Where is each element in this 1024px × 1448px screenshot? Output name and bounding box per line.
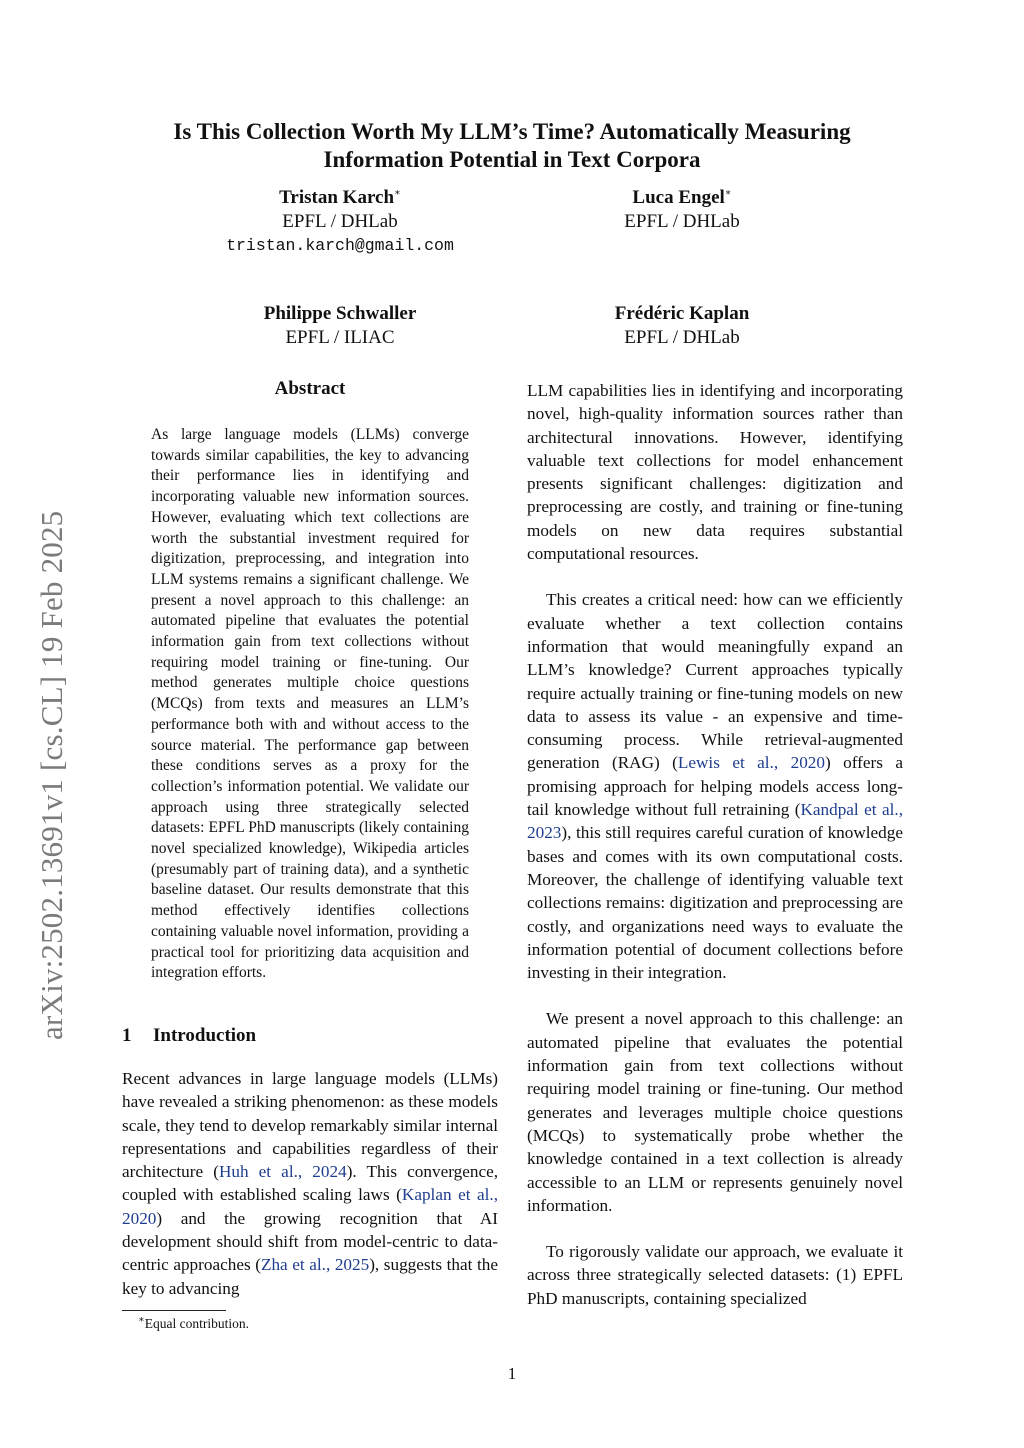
paragraph-critical-need	[527, 588, 903, 984]
text-span: ) and the growing recognition that AI development should shift from model-centric to data-centric approaches (	[122, 1208, 498, 1275]
section-title: Introduction	[153, 1025, 257, 1046]
equal-contribution-mark: ∗	[724, 187, 732, 199]
section-number: 1	[122, 1025, 132, 1046]
paragraph-continuation: LLM capabilities lies in identifying and incorporating novel, high-quality information sources rather than architectural innovations. However, identifying valuable text collections for model enhancement presents significant challenges: digitization and preprocessing are costly, and training or fine-tuning models on new data requires substantial computational resources.	[527, 381, 903, 564]
paper-title	[100, 118, 924, 174]
paragraph-validation: To rigorously validate our approach, we evaluate it across three strategically selected datasets: (1) EPFL PhD manuscripts, containing specialized	[527, 1242, 903, 1308]
text-span: ) offers a promising approach for helping models access long-tail knowledge without full retraining (	[527, 753, 904, 820]
citation-link[interactable]: Kandpal et al., 2023	[527, 800, 903, 843]
right-column-text	[527, 379, 903, 1310]
section-heading-introduction	[122, 1025, 256, 1047]
abstract-text: As large language models (LLMs) converge towards similar capabilities, the key to advancing their performance lies in identifying and incorporating valuable new information sources. However, evaluating which text collections are worth the substantial investment required for digitization, preprocessing, and integration into LLM systems remains a significant challenge. We present a novel approach to this challenge: an automated pipeline that evaluates the potential information gain from text collections without requiring model training or fine-tuning. Our method generates multiple choice questions (MCQs) from texts and measures an LLM’s performance both with and without access to the source material. The performance gap between these conditions serves as a proxy for the collection’s information potential. We validate our approach using three strategically selected datasets: EPFL PhD manuscripts (likely containing novel specialized knowledge), Wikipedia articles (presumably part of training data), and a synthetic baseline dataset. Our results demonstrate that this method effectively identifies collections containing valuable novel information, providing a practical tool for prioritizing data acquisition and integration efforts.	[151, 426, 469, 982]
intro-paragraph-1	[122, 1067, 498, 1300]
page-number: 1	[507, 1364, 517, 1383]
author-name: Luca Engel	[632, 187, 725, 208]
citation-link[interactable]: Zha et al., 2025	[260, 1255, 370, 1275]
author-name: Philippe Schwaller	[263, 303, 417, 324]
author-name: Frédéric Kaplan	[614, 303, 750, 324]
author-affiliation: EPFL / DHLab	[624, 327, 740, 348]
introduction-left-column	[122, 1067, 498, 1300]
text-span: Recent advances in large language models (LLMs) have revealed a striking phenomenon: as these models scale, they tend to develop remarkably similar internal representations and capabilities regardless of their architecture (	[122, 1069, 498, 1182]
title-line-2: Information Potential in Text Corpora	[323, 147, 701, 172]
text-span: ). This convergence, coupled with established scaling laws (	[122, 1162, 499, 1205]
author-block-engel	[532, 186, 832, 234]
text-span: ), suggests that the key to advancing	[122, 1255, 498, 1298]
citation-link[interactable]: Kaplan et al., 2020	[122, 1185, 498, 1228]
author-email[interactable]: tristan.karch@gmail.com	[226, 236, 454, 255]
paragraph-novel-approach: We present a novel approach to this challenge: an automated pipeline that evaluates the potential information gain from text collections without requiring model training or fine-tuning. Our method generates and leverages multiple choice questions (MCQs) to systematically probe whether the knowledge contained in a text collection is already accessible to an LLM or represents genuinely novel information.	[527, 1009, 903, 1215]
author-affiliation: EPFL / ILIAC	[285, 327, 395, 348]
footnote	[138, 1316, 249, 1332]
citation-link[interactable]: Lewis et al., 2020	[677, 753, 825, 773]
equal-contribution-mark: ∗	[394, 187, 401, 199]
abstract-heading: Abstract	[274, 378, 346, 399]
arxiv-identifier: arXiv:2502.13691v1 [cs.CL] 19 Feb 2025	[34, 510, 69, 1040]
author-block-schwaller	[140, 302, 540, 350]
title-line-1: Is This Collection Worth My LLM’s Time? Automatically Measuring	[173, 119, 851, 144]
footnote-text: Equal contribution.	[144, 1316, 250, 1331]
author-block-kaplan	[532, 302, 832, 350]
author-block-karch	[140, 186, 540, 258]
text-span: ), this still requires careful curation of knowledge bases and comes with its own computational costs. Moreover, the challenge of identifying valuable text collections remains: digitization and preprocessing are costly, and organizations need ways to evaluate the information potential of document collections before investing in their integration.	[527, 823, 903, 983]
author-affiliation: EPFL / DHLab	[624, 211, 740, 232]
citation-link[interactable]: Huh et al., 2024	[218, 1162, 347, 1182]
text-span: This creates a critical need: how can we efficiently evaluate whether a text collection contains information that would meaningfully expand an LLM’s knowledge? Current approaches typically require actually training or fine-tuning models on new data to assess its value - an expensive and time-consuming process. While retrieval-augmented generation (RAG) (	[527, 590, 903, 773]
footnote-rule	[122, 1310, 226, 1311]
author-name: Tristan Karch	[279, 187, 395, 208]
footnote-mark: ∗	[138, 1314, 145, 1326]
author-affiliation: EPFL / DHLab	[282, 211, 398, 232]
